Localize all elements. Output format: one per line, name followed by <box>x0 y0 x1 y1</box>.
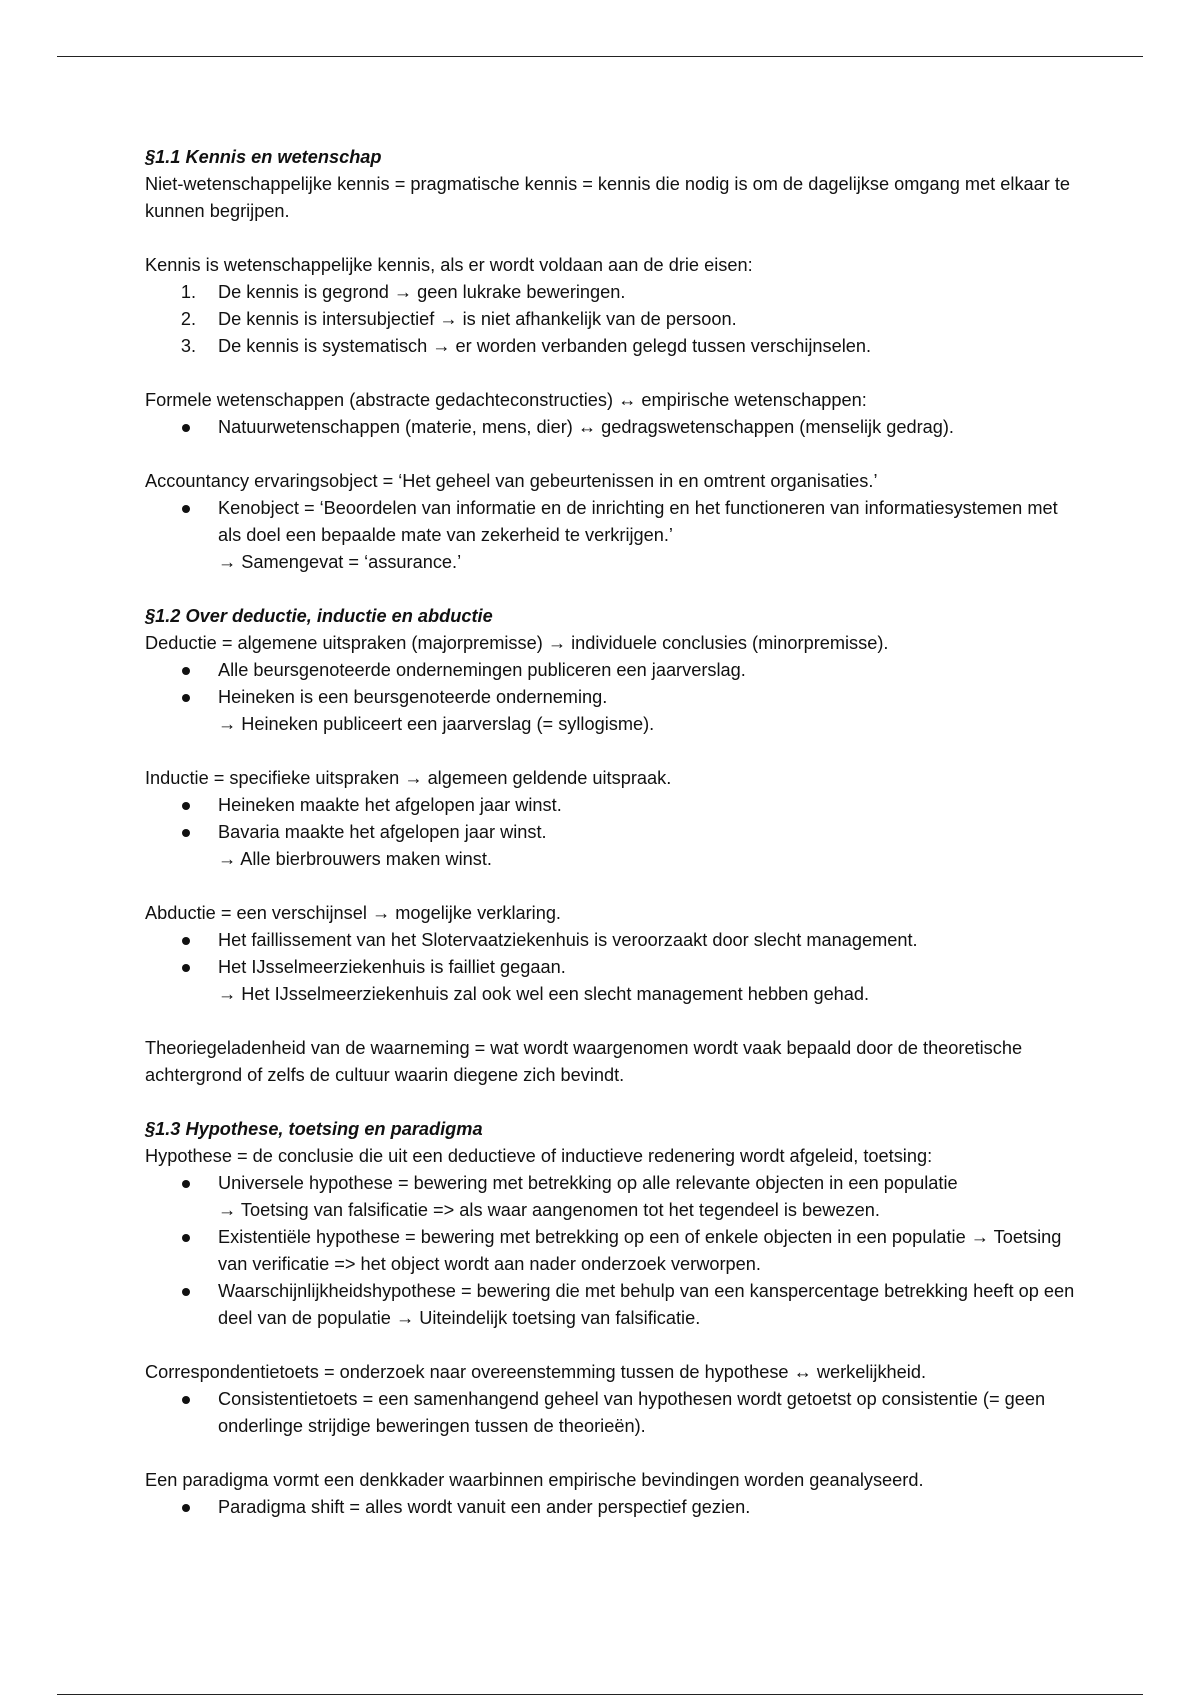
list-item: Consistentietoets = een samenhangend geheel van hypothesen wordt getoetst op consistentie (= geen onderlinge strijdige beweringen tussen de theorieën). <box>145 1386 1085 1440</box>
bullet-list <box>145 1386 1085 1440</box>
paragraph: Correspondentietoets = onderzoek naar overeenstemming tussen de hypothese ↔ werkelijkheid. <box>145 1362 926 1382</box>
paragraph: Kennis is wetenschappelijke kennis, als er wordt voldaan aan de drie eisen: <box>145 255 753 275</box>
bullet-icon <box>182 829 190 837</box>
bullet-icon <box>182 1288 190 1296</box>
bullet-list <box>145 414 1085 441</box>
bullet-icon <box>182 667 190 675</box>
paragraph: Hypothese = de conclusie die uit een deductieve of inductieve redenering wordt afgeleid, toetsing: <box>145 1146 933 1166</box>
list-item: 1. De kennis is gegrond → geen lukrake beweringen. <box>180 282 626 302</box>
list-item: Waarschijnlijkheidshypothese = bewering die met behulp van een kanspercentage betrekking heeft op een deel van de populatie → Uiteindelijk toetsing van falsificatie. <box>145 1278 1085 1332</box>
bullet-list <box>145 657 1085 711</box>
list-continuation: → Toetsing van falsificatie => als waar aangenomen tot het tegendeel is bewezen. <box>218 1200 880 1220</box>
bullet-icon <box>182 424 190 432</box>
section-heading-1-2: §1.2 Over deductie, inductie en abductie <box>145 606 493 626</box>
header-rule <box>57 56 1143 57</box>
list-continuation: → Alle bierbrouwers maken winst. <box>218 849 492 869</box>
document-body <box>145 144 1085 1521</box>
bullet-list <box>145 1224 1085 1332</box>
paragraph: Deductie = algemene uitspraken (majorpremisse) → individuele conclusies (minorpremisse). <box>145 633 889 653</box>
list-item: Alle beursgenoteerde ondernemingen publiceren een jaarverslag. <box>145 657 1085 684</box>
paragraph: Theoriegeladenheid van de waarneming = wat wordt waargenomen wordt vaak bepaald door de theoretische achtergrond of zelfs de cultuur waarin diegene zich bevindt. <box>145 1038 1023 1085</box>
paragraph: Een paradigma vormt een denkkader waarbinnen empirische bevindingen worden geanalyseerd. <box>145 1470 924 1490</box>
numbered-list <box>145 279 1085 360</box>
bullet-list <box>145 1170 1085 1197</box>
list-item: Universele hypothese = bewering met betrekking op alle relevante objecten in een populatie <box>145 1170 1085 1197</box>
list-item: Kenobject = ‘Beoordelen van informatie en de inrichting en het functioneren van informatiesystemen met als doel een bepaalde mate van zekerheid te verkrijgen.’ <box>145 495 1085 549</box>
section-heading-1-1: §1.1 Kennis en wetenschap <box>145 147 382 167</box>
bullet-icon <box>182 505 190 513</box>
list-item: Het faillissement van het Slotervaatziekenhuis is veroorzaakt door slecht management. <box>145 927 1085 954</box>
bullet-icon <box>182 802 190 810</box>
bullet-list <box>145 792 1085 846</box>
paragraph: Abductie = een verschijnsel → mogelijke verklaring. <box>145 903 561 923</box>
list-item: 2. De kennis is intersubjectief → is niet afhankelijk van de persoon. <box>180 309 737 329</box>
list-item: Natuurwetenschappen (materie, mens, dier) ↔ gedragswetenschappen (menselijk gedrag). <box>145 414 1085 441</box>
list-continuation: → Heineken publiceert een jaarverslag (= syllogisme). <box>218 714 655 734</box>
list-item: Existentiële hypothese = bewering met betrekking op een of enkele objecten in een populatie → Toetsing van verificatie => het object wordt aan nader onderzoek verworpen. <box>145 1224 1085 1278</box>
section-heading-1-3: §1.3 Hypothese, toetsing en paradigma <box>145 1119 483 1139</box>
bullet-list <box>145 495 1085 549</box>
bullet-icon <box>182 1504 190 1512</box>
bullet-icon <box>182 1396 190 1404</box>
paragraph: Niet-wetenschappelijke kennis = pragmatische kennis = kennis die nodig is om de dagelijkse omgang met elkaar te kunnen begrijpen. <box>145 174 1071 221</box>
bullet-list <box>145 1494 1085 1521</box>
bullet-icon <box>182 964 190 972</box>
bullet-icon <box>182 1180 190 1188</box>
bullet-icon <box>182 937 190 945</box>
footer-rule <box>57 1694 1143 1695</box>
bullet-list <box>145 927 1085 981</box>
bullet-icon <box>182 694 190 702</box>
list-item: Heineken maakte het afgelopen jaar winst. <box>145 792 1085 819</box>
paragraph: Inductie = specifieke uitspraken → algemeen geldende uitspraak. <box>145 768 672 788</box>
list-item: 3. De kennis is systematisch → er worden verbanden gelegd tussen verschijnselen. <box>180 336 872 356</box>
list-continuation: → Het IJsselmeerziekenhuis zal ook wel een slecht management hebben gehad. <box>218 984 870 1004</box>
paragraph: Formele wetenschappen (abstracte gedachteconstructies) ↔ empirische wetenschappen: <box>145 390 867 410</box>
list-item: Heineken is een beursgenoteerde onderneming. <box>145 684 1085 711</box>
list-item: Paradigma shift = alles wordt vanuit een ander perspectief gezien. <box>145 1494 1085 1521</box>
list-continuation: → Samengevat = ‘assurance.’ <box>218 552 462 572</box>
list-item: Bavaria maakte het afgelopen jaar winst. <box>145 819 1085 846</box>
bullet-icon <box>182 1234 190 1242</box>
paragraph: Accountancy ervaringsobject = ‘Het geheel van gebeurtenissen in en omtrent organisaties.’ <box>145 471 878 491</box>
list-item: Het IJsselmeerziekenhuis is failliet gegaan. <box>145 954 1085 981</box>
